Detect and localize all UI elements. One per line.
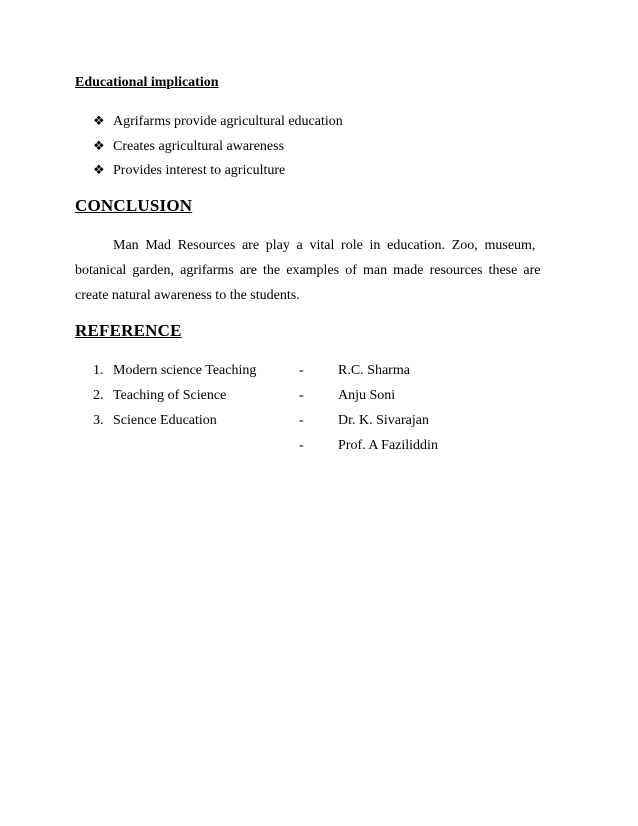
reference-dash: -	[299, 363, 304, 378]
conclusion-heading: CONCLUSION	[75, 196, 193, 215]
reference-title: Science Education	[113, 413, 217, 428]
reference-number: 1.	[93, 363, 104, 378]
diamond-bullet-icon: ❖	[93, 138, 105, 154]
reference-author: R.C. Sharma	[338, 363, 410, 378]
reference-number: 3.	[93, 413, 104, 428]
reference-dash: -	[299, 388, 304, 403]
bullet-text: Agrifarms provide agricultural education	[113, 114, 343, 129]
reference-dash: -	[299, 438, 304, 453]
conclusion-paragraph	[75, 233, 564, 308]
conclusion-line-1: Man Mad Resources are play a vital role in education. Zoo, museum,	[113, 238, 536, 253]
list-item	[93, 135, 343, 160]
implication-bullet-list	[93, 110, 343, 184]
reference-author: Dr. K. Sivarajan	[338, 413, 429, 428]
reference-author: Prof. A Faziliddin	[338, 438, 438, 453]
diamond-bullet-icon: ❖	[93, 114, 105, 129]
reference-number: 2.	[93, 388, 104, 403]
educational-implication-heading: Educational implication	[75, 75, 219, 90]
bullet-text: Provides interest to agriculture	[113, 163, 286, 178]
bullet-text: Creates agricultural awareness	[113, 138, 285, 154]
conclusion-line-2: botanical garden, agrifarms are the examples of man made resources these are	[75, 263, 541, 278]
reference-title: Modern science Teaching	[113, 363, 257, 378]
diamond-bullet-icon: ❖	[93, 163, 105, 178]
list-item	[93, 159, 343, 184]
reference-heading: REFERENCE	[75, 321, 182, 340]
reference-author: Anju Soni	[338, 388, 396, 403]
reference-title: Teaching of Science	[113, 388, 227, 403]
list-item	[93, 110, 343, 135]
reference-dash: -	[299, 413, 304, 428]
conclusion-line-3: create natural awareness to the students.	[75, 288, 300, 303]
